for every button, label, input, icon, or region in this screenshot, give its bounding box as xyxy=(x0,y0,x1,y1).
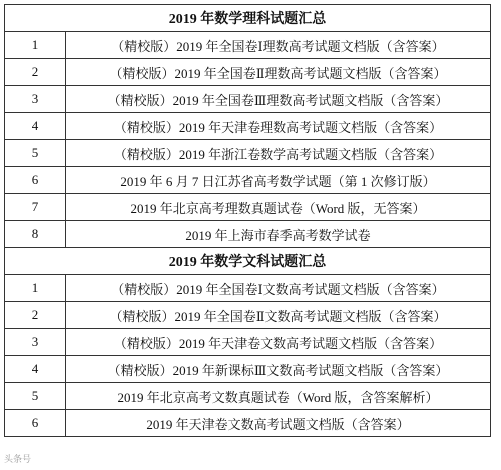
table-row xyxy=(5,302,491,329)
row-number: 2 xyxy=(5,59,66,86)
exam-title: （精校版）2019 年全国卷Ⅰ文数高考试题文档版（含答案） xyxy=(66,275,491,302)
exam-list-table xyxy=(4,4,491,437)
table-row xyxy=(5,113,491,140)
row-number: 5 xyxy=(5,140,66,167)
table-row xyxy=(5,410,491,437)
watermark: 头条号 xyxy=(4,455,32,465)
exam-title: 2019 年北京高考文数真题试卷（Word 版，含答案解析） xyxy=(66,383,491,410)
exam-title: （精校版）2019 年新课标Ⅲ文数高考试题文档版（含答案） xyxy=(66,356,491,383)
table-row xyxy=(5,32,491,59)
row-number: 1 xyxy=(5,275,66,302)
table-row xyxy=(5,383,491,410)
row-number: 2 xyxy=(5,302,66,329)
table-row xyxy=(5,275,491,302)
section-header-row xyxy=(5,5,491,32)
row-number: 3 xyxy=(5,329,66,356)
exam-title: 2019 年天津卷文数高考试题文档版（含答案） xyxy=(66,410,491,437)
row-number: 3 xyxy=(5,86,66,113)
table-row xyxy=(5,221,491,248)
table-row xyxy=(5,194,491,221)
exam-title: （精校版）2019 年全国卷Ⅱ理数高考试题文档版（含答案） xyxy=(66,59,491,86)
exam-title: （精校版）2019 年天津卷理数高考试题文档版（含答案） xyxy=(66,113,491,140)
exam-title: 2019 年 6 月 7 日江苏省高考数学试题（第 1 次修订版） xyxy=(66,167,491,194)
table-row xyxy=(5,86,491,113)
row-number: 6 xyxy=(5,167,66,194)
section-header: 2019 年数学理科试题汇总 xyxy=(5,5,491,32)
exam-list-body xyxy=(5,5,491,437)
exam-title: （精校版）2019 年天津卷文数高考试题文档版（含答案） xyxy=(66,329,491,356)
row-number: 6 xyxy=(5,410,66,437)
table-row xyxy=(5,140,491,167)
table-row xyxy=(5,167,491,194)
row-number: 7 xyxy=(5,194,66,221)
exam-title: （精校版）2019 年全国卷Ⅱ文数高考试题文档版（含答案） xyxy=(66,302,491,329)
section-header: 2019 年数学文科试题汇总 xyxy=(5,248,491,275)
table-row xyxy=(5,329,491,356)
section-header-row xyxy=(5,248,491,275)
row-number: 8 xyxy=(5,221,66,248)
row-number: 1 xyxy=(5,32,66,59)
exam-title: （精校版）2019 年浙江卷数学高考试题文档版（含答案） xyxy=(66,140,491,167)
exam-title: 2019 年北京高考理数真题试卷（Word 版，无答案） xyxy=(66,194,491,221)
exam-title: （精校版）2019 年全国卷Ⅰ理数高考试题文档版（含答案） xyxy=(66,32,491,59)
exam-title: （精校版）2019 年全国卷Ⅲ理数高考试题文档版（含答案） xyxy=(66,86,491,113)
exam-title: 2019 年上海市春季高考数学试卷 xyxy=(66,221,491,248)
row-number: 4 xyxy=(5,356,66,383)
table-row xyxy=(5,356,491,383)
table-row xyxy=(5,59,491,86)
row-number: 5 xyxy=(5,383,66,410)
row-number: 4 xyxy=(5,113,66,140)
